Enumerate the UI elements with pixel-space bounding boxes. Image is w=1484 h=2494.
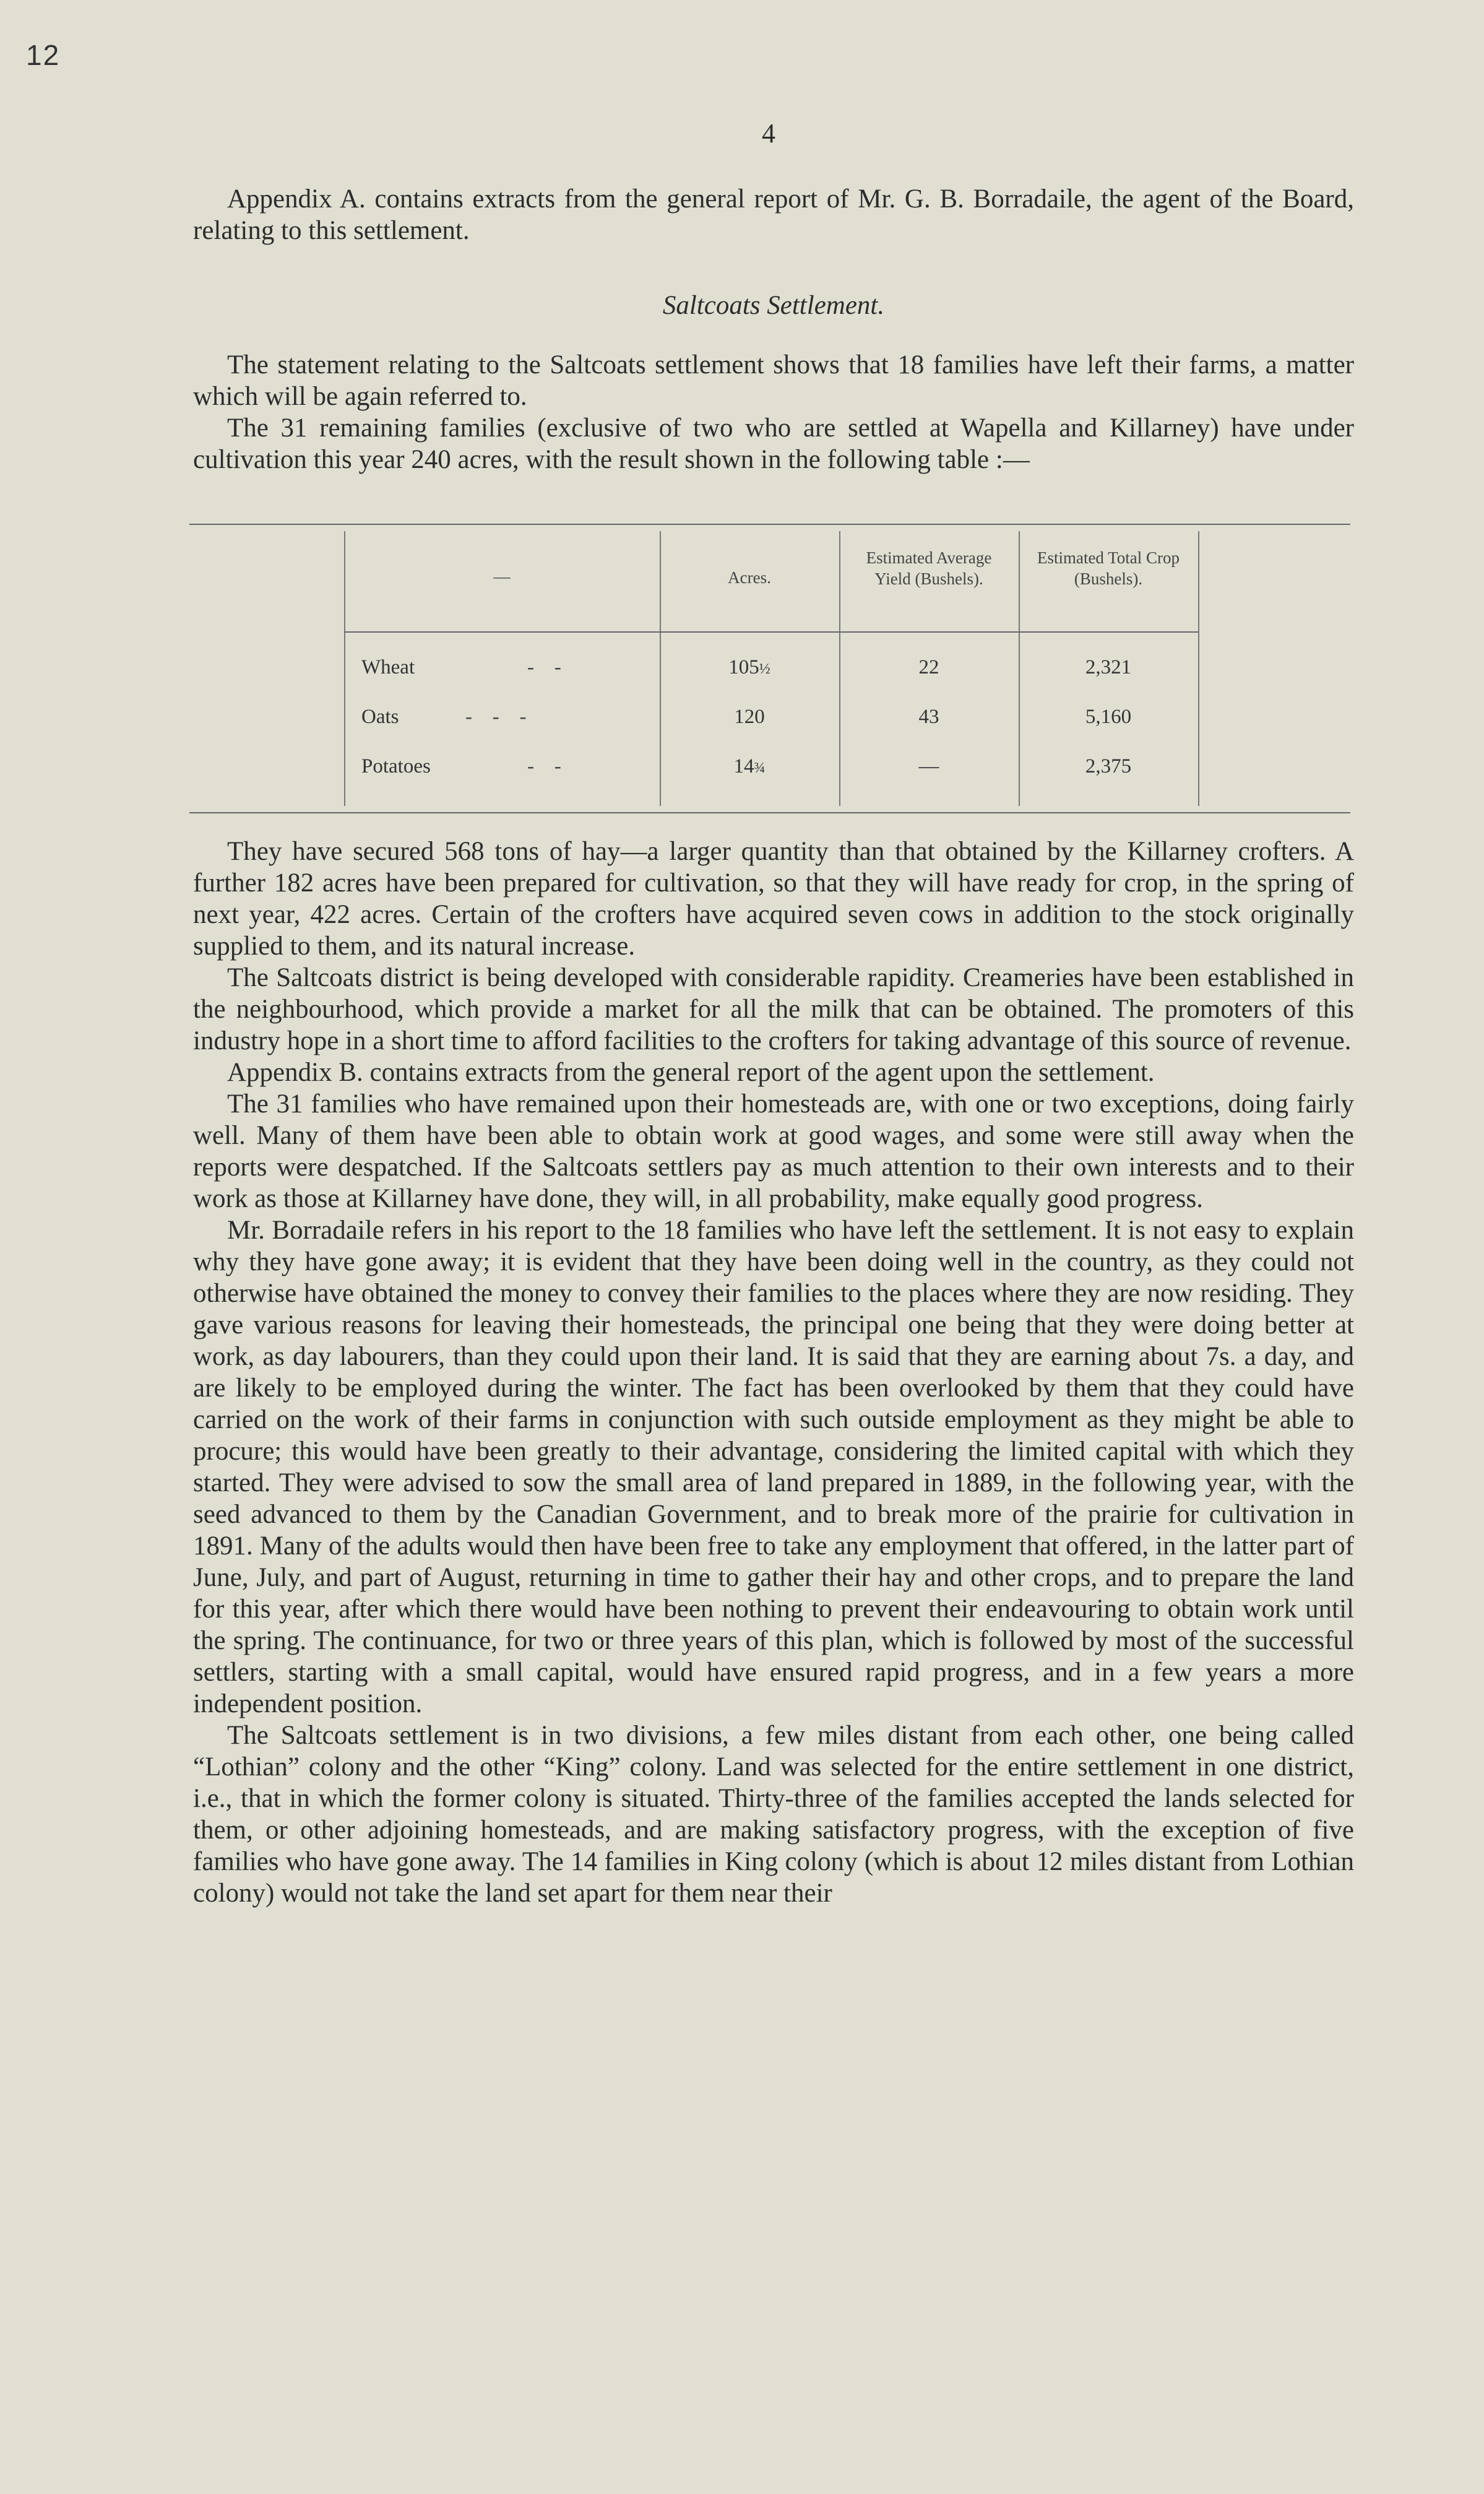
paragraph-creameries: The Saltcoats district is being developed with considerable rapidity. Creameries have been established in the neighbourhood, which provide a market for all the milk that can be obtained. The promoters of this industry hope in a short time to afford facilities to the crofters for taking advantage of this source of revenue. (193, 963, 1354, 1055)
crop-name: Oats (361, 706, 399, 728)
yield-value: 22 (918, 656, 939, 678)
paragraph-divisions: The Saltcoats settlement is in two divisions, a few miles distant from each other, one being called “Lothian” colony and the other “King” colony. Land was selected for the entire settlement in one district, i.e., that in which the former colony is situated. Thirty-three of the families accepted the lands selected for them, or other adjoining homesteads, and are making satisfactory progress, with the exception of five families who have gone away. The 14 families in King colony (which is about 12 miles distant from Lothian colony) would not take the land set apart for them near their (193, 1721, 1354, 1908)
acres-value (660, 656, 839, 679)
paragraph-families-left: The statement relating to the Saltcoats settlement shows that 18 families have left their farms, a matter which will be again referred to. (193, 350, 1354, 411)
column-header-crop: — (493, 567, 511, 586)
total-crop-value: 2,321 (1085, 656, 1132, 678)
opening-block (193, 349, 1354, 475)
acres-whole: 120 (734, 706, 765, 728)
yield-value: 43 (918, 706, 939, 728)
table-rule (1198, 531, 1199, 806)
paragraph-appendix-b: Appendix B. contains extracts from the general report of the agent upon the settlement. (227, 1058, 1155, 1087)
acres-value (660, 706, 839, 729)
total-crop-value: 2,375 (1085, 755, 1132, 777)
leader-dashes: - - (527, 656, 563, 678)
crop-table (189, 524, 1350, 813)
leader-dashes: - - (527, 755, 563, 777)
acres-fraction: ½ (759, 661, 770, 677)
table-header-rule (344, 631, 1198, 633)
crop-name: Potatoes (361, 755, 431, 777)
paragraph-hay: They have secured 568 tons of hay—a larger quantity than that obtained by the Killarney crofters. A further 182 acres have been prepared for cultivation, so that they will have ready for crop, in the spring of next year, 422 acres. Certain of the crofters have acquired seven cows in addition to the stock originally supplied to them, and its natural increase. (193, 837, 1354, 961)
acres-whole: 105 (728, 656, 759, 678)
leader-dashes: - - - (465, 706, 528, 728)
paragraph-31-families: The 31 families who have remained upon their homesteads are, with one or two exceptions, doing fairly well. Many of them have been able to obtain work at good wages, and some were still away when the reports were despatched. If the Saltcoats settlers pay as much attention to their own interests and to their work as those at Killarney have done, they will, in all probability, make equally good progress. (193, 1089, 1354, 1213)
paragraph-remaining-families: The 31 remaining families (exclusive of two who are settled at Wapella and Killarney) have under cultivation this year 240 acres, with the result shown in the following table :— (193, 414, 1354, 474)
yield-value: — (918, 755, 939, 777)
acres-fraction: ¾ (754, 760, 766, 776)
page-number: 4 (762, 118, 775, 149)
column-header-average-yield: Estimated Average Yield (Bushels). (866, 548, 992, 588)
acres-value (660, 755, 839, 778)
paragraph-borradaile: Mr. Borradaile refers in his report to the 18 families who have left the settlement. It is not easy to explain why they have gone away; it is evident that they have been doing well in the country, as they could not otherwise have obtained the money to convey their families to the places where they are now residing. They gave various reasons for leaving their homesteads, the principal one being that they were doing better at work, as day labourers, than they could upon their land. It is said that they are earning about 7s. a day, and are likely to be employed during the winter. The fact has been overlooked by them that they could have carried on the work of their farms in conjunction with such outside employment as they might be able to procure; this would have been greatly to their advantage, considering the limited capital with which they started. They were advised to sow the small area of land prepared in 1889, in the following year, with the seed advanced to them by the Canadian Government, and to break more of the prairie for cultivation in 1891. Many of the adults would then have been free to take any employment that offered, in the latter part of June, July, and part of August, returning in time to gather their hay and other crops, and to prepare the land for this year, after which there would have been nothing to prevent their endeavouring to obtain work until the spring. The continuance, for two or three years of this plan, which is followed by most of the successful settlers, starting with a small capital, would have ensured rapid progress, and in a few years a more independent position. (193, 1216, 1354, 1718)
body-text (193, 836, 1354, 1909)
crop-name: Wheat (361, 656, 415, 678)
section-heading: Saltcoats Settlement. (662, 291, 885, 320)
acres-whole: 14 (733, 755, 754, 777)
column-header-acres: Acres. (728, 568, 771, 587)
intro-block (193, 183, 1354, 246)
total-crop-value: 5,160 (1085, 706, 1132, 728)
column-header-total-crop: Estimated Total Crop (Bushels). (1037, 548, 1180, 588)
intro-paragraph: Appendix A. contains extracts from the general report of Mr. G. B. Borradaile, the agent of the Board, relating to this settlement. (193, 184, 1354, 245)
page-folio: 12 (26, 39, 61, 71)
